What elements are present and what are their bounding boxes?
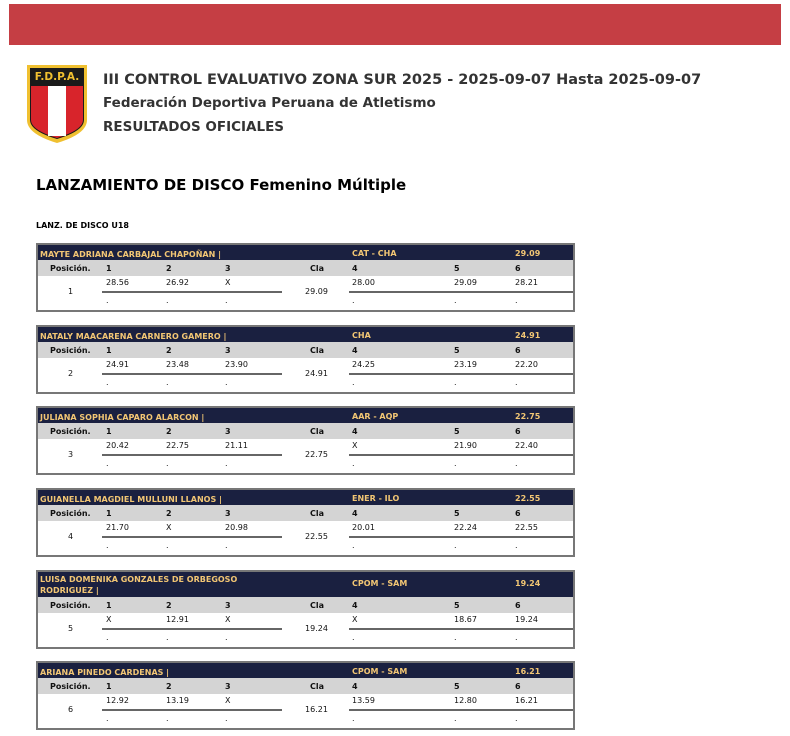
position-value: 1 xyxy=(68,287,74,296)
athlete-best-mark: 19.24 xyxy=(515,579,541,588)
col-attempt-1: 1 xyxy=(106,346,112,355)
attempt-3-value: X xyxy=(225,696,231,705)
athlete-block xyxy=(36,325,575,394)
col-attempt-4: 4 xyxy=(352,427,358,436)
column-header-row xyxy=(38,505,573,521)
placeholder-mark: . xyxy=(225,378,228,387)
attempt-1-value: 28.56 xyxy=(106,278,129,287)
placeholder-mark: . xyxy=(106,459,109,468)
attempt-2-value: 13.19 xyxy=(166,696,189,705)
separator-line xyxy=(349,454,573,456)
marks-row xyxy=(38,613,573,647)
col-attempt-1: 1 xyxy=(106,682,112,691)
col-attempt-2: 2 xyxy=(166,346,172,355)
athlete-club: ENER - ILO xyxy=(352,494,400,503)
placeholder-mark: . xyxy=(106,714,109,723)
placeholder-mark: . xyxy=(166,633,169,642)
col-attempt-2: 2 xyxy=(166,682,172,691)
placeholder-mark: . xyxy=(352,378,355,387)
col-attempt-3: 3 xyxy=(225,509,231,518)
column-header-row xyxy=(38,260,573,276)
placeholder-mark: . xyxy=(515,296,518,305)
col-attempt-3: 3 xyxy=(225,346,231,355)
marks-row xyxy=(38,276,573,310)
col-cla: Cla xyxy=(310,427,325,436)
placeholder-mark: . xyxy=(225,633,228,642)
col-attempt-1: 1 xyxy=(106,427,112,436)
col-attempt-4: 4 xyxy=(352,509,358,518)
placeholder-mark: . xyxy=(352,541,355,550)
athlete-block xyxy=(36,661,575,730)
col-attempt-6: 6 xyxy=(515,509,521,518)
attempt-1-value: 20.42 xyxy=(106,441,129,450)
athlete-name: JULIANA SOPHIA CAPARO ALARCON | xyxy=(40,413,205,422)
placeholder-mark: . xyxy=(454,296,457,305)
athlete-name: ARIANA PINEDO CARDENAS | xyxy=(40,668,170,677)
athlete-header xyxy=(38,245,573,260)
col-attempt-3: 3 xyxy=(225,427,231,436)
athlete-best-mark: 16.21 xyxy=(515,667,541,676)
attempt-3-value: X xyxy=(225,615,231,624)
attempt-1-value: X xyxy=(106,615,112,624)
attempt-1-value: 12.92 xyxy=(106,696,129,705)
placeholder-mark: . xyxy=(454,714,457,723)
col-attempt-5: 5 xyxy=(454,509,460,518)
athlete-best-mark: 22.55 xyxy=(515,494,541,503)
attempt-3-value: 23.90 xyxy=(225,360,248,369)
col-position: Posición. xyxy=(50,264,91,273)
attempt-2-value: X xyxy=(166,523,172,532)
attempt-2-value: 12.91 xyxy=(166,615,189,624)
col-attempt-3: 3 xyxy=(225,264,231,273)
col-position: Posición. xyxy=(50,427,91,436)
col-attempt-1: 1 xyxy=(106,264,112,273)
attempt-6-value: 22.40 xyxy=(515,441,538,450)
athlete-name: LUISA DOMENIKA GONZALES DE ORBEGOSO RODRIGUEZ | xyxy=(40,575,238,595)
placeholder-mark: . xyxy=(166,459,169,468)
athlete-club: CPOM - SAM xyxy=(352,667,408,676)
cla-value: 24.91 xyxy=(305,369,328,378)
placeholder-mark: . xyxy=(515,541,518,550)
separator-line xyxy=(349,628,573,630)
attempt-5-value: 18.67 xyxy=(454,615,477,624)
col-attempt-2: 2 xyxy=(166,601,172,610)
athlete-best-mark: 22.75 xyxy=(515,412,541,421)
event-title: LANZAMIENTO DE DISCO Femenino Múltiple xyxy=(36,176,407,194)
col-position: Posición. xyxy=(50,601,91,610)
col-attempt-1: 1 xyxy=(106,509,112,518)
col-cla: Cla xyxy=(310,509,325,518)
separator-line xyxy=(349,291,573,293)
placeholder-mark: . xyxy=(225,459,228,468)
placeholder-mark: . xyxy=(515,459,518,468)
separator-line xyxy=(102,373,282,375)
athlete-best-mark: 29.09 xyxy=(515,249,541,258)
athlete-club: AAR - AQP xyxy=(352,412,399,421)
attempt-2-value: 23.48 xyxy=(166,360,189,369)
col-attempt-3: 3 xyxy=(225,682,231,691)
placeholder-mark: . xyxy=(515,633,518,642)
placeholder-mark: . xyxy=(352,459,355,468)
cla-value: 29.09 xyxy=(305,287,328,296)
placeholder-mark: . xyxy=(166,541,169,550)
attempt-1-value: 21.70 xyxy=(106,523,129,532)
placeholder-mark: . xyxy=(352,296,355,305)
placeholder-mark: . xyxy=(225,296,228,305)
col-attempt-4: 4 xyxy=(352,346,358,355)
separator-line xyxy=(349,709,573,711)
placeholder-mark: . xyxy=(352,714,355,723)
attempt-6-value: 19.24 xyxy=(515,615,538,624)
attempt-6-value: 22.55 xyxy=(515,523,538,532)
placeholder-mark: . xyxy=(515,378,518,387)
column-header-row xyxy=(38,597,573,613)
placeholder-mark: . xyxy=(106,296,109,305)
attempt-4-value: 20.01 xyxy=(352,523,375,532)
col-attempt-6: 6 xyxy=(515,346,521,355)
separator-line xyxy=(102,628,282,630)
col-attempt-4: 4 xyxy=(352,682,358,691)
athlete-header xyxy=(38,408,573,423)
col-position: Posición. xyxy=(50,509,91,518)
athlete-club: CHA xyxy=(352,331,371,340)
attempt-4-value: X xyxy=(352,441,358,450)
attempt-6-value: 16.21 xyxy=(515,696,538,705)
cla-value: 19.24 xyxy=(305,624,328,633)
col-cla: Cla xyxy=(310,682,325,691)
placeholder-mark: . xyxy=(106,541,109,550)
cla-value: 22.75 xyxy=(305,450,328,459)
top-banner xyxy=(9,4,781,45)
attempt-5-value: 23.19 xyxy=(454,360,477,369)
col-attempt-5: 5 xyxy=(454,346,460,355)
separator-line xyxy=(102,454,282,456)
separator-line xyxy=(102,291,282,293)
placeholder-mark: . xyxy=(225,541,228,550)
separator-line xyxy=(349,536,573,538)
col-attempt-4: 4 xyxy=(352,264,358,273)
placeholder-mark: . xyxy=(106,633,109,642)
col-attempt-6: 6 xyxy=(515,682,521,691)
placeholder-mark: . xyxy=(454,459,457,468)
athlete-name: MAYTE ADRIANA CARBAJAL CHAPOÑAN | xyxy=(40,250,221,259)
marks-row xyxy=(38,439,573,473)
col-position: Posición. xyxy=(50,346,91,355)
placeholder-mark: . xyxy=(454,378,457,387)
placeholder-mark: . xyxy=(352,633,355,642)
attempt-5-value: 29.09 xyxy=(454,278,477,287)
placeholder-mark: . xyxy=(166,714,169,723)
placeholder-mark: . xyxy=(515,714,518,723)
athlete-header xyxy=(38,490,573,505)
athlete-header xyxy=(38,327,573,342)
col-position: Posición. xyxy=(50,682,91,691)
placeholder-mark: . xyxy=(454,633,457,642)
federation-name: Federación Deportiva Peruana de Atletismo xyxy=(103,95,436,111)
placeholder-mark: . xyxy=(166,378,169,387)
placeholder-mark: . xyxy=(166,296,169,305)
col-attempt-6: 6 xyxy=(515,601,521,610)
athlete-block xyxy=(36,488,575,557)
attempt-6-value: 28.21 xyxy=(515,278,538,287)
attempt-3-value: X xyxy=(225,278,231,287)
col-attempt-5: 5 xyxy=(454,427,460,436)
placeholder-mark: . xyxy=(225,714,228,723)
col-cla: Cla xyxy=(310,601,325,610)
attempt-4-value: 13.59 xyxy=(352,696,375,705)
col-attempt-1: 1 xyxy=(106,601,112,610)
position-value: 2 xyxy=(68,369,74,378)
col-attempt-4: 4 xyxy=(352,601,358,610)
col-attempt-5: 5 xyxy=(454,264,460,273)
position-value: 5 xyxy=(68,624,74,633)
attempt-2-value: 26.92 xyxy=(166,278,189,287)
attempt-4-value: 28.00 xyxy=(352,278,375,287)
event-category: LANZ. DE DISCO U18 xyxy=(36,221,129,230)
col-attempt-2: 2 xyxy=(166,509,172,518)
column-header-row xyxy=(38,678,573,694)
athlete-header xyxy=(38,572,573,597)
competition-title: III CONTROL EVALUATIVO ZONA SUR 2025 - 2025-09-07 Hasta 2025-09-07 xyxy=(103,72,702,88)
col-attempt-5: 5 xyxy=(454,601,460,610)
fdpa-logo xyxy=(26,64,88,144)
position-value: 4 xyxy=(68,532,74,541)
col-attempt-2: 2 xyxy=(166,264,172,273)
separator-line xyxy=(349,373,573,375)
athlete-block xyxy=(36,243,575,312)
attempt-1-value: 24.91 xyxy=(106,360,129,369)
marks-row xyxy=(38,521,573,555)
attempt-5-value: 21.90 xyxy=(454,441,477,450)
results-label: RESULTADOS OFICIALES xyxy=(103,119,285,135)
column-header-row xyxy=(38,342,573,358)
attempt-4-value: X xyxy=(352,615,358,624)
attempt-2-value: 22.75 xyxy=(166,441,189,450)
col-attempt-5: 5 xyxy=(454,682,460,691)
position-value: 6 xyxy=(68,705,74,714)
svg-text:F.D.P.A.: F.D.P.A. xyxy=(34,71,80,83)
cla-value: 22.55 xyxy=(305,532,328,541)
col-attempt-3: 3 xyxy=(225,601,231,610)
athlete-name: NATALY MAACARENA CARNERO GAMERO | xyxy=(40,332,227,341)
col-attempt-6: 6 xyxy=(515,427,521,436)
col-cla: Cla xyxy=(310,346,325,355)
placeholder-mark: . xyxy=(454,541,457,550)
attempt-4-value: 24.25 xyxy=(352,360,375,369)
athlete-block xyxy=(36,406,575,475)
attempt-3-value: 21.11 xyxy=(225,441,248,450)
athlete-header xyxy=(38,663,573,678)
athlete-name: GUIANELLA MAGDIEL MULLUNI LLANOS | xyxy=(40,495,222,504)
athlete-club: CPOM - SAM xyxy=(352,579,408,588)
athlete-club: CAT - CHA xyxy=(352,249,397,258)
column-header-row xyxy=(38,423,573,439)
separator-line xyxy=(102,536,282,538)
placeholder-mark: . xyxy=(106,378,109,387)
athlete-block xyxy=(36,570,575,649)
position-value: 3 xyxy=(68,450,74,459)
col-attempt-2: 2 xyxy=(166,427,172,436)
marks-row xyxy=(38,358,573,392)
col-cla: Cla xyxy=(310,264,325,273)
marks-row xyxy=(38,694,573,728)
attempt-5-value: 12.80 xyxy=(454,696,477,705)
attempt-3-value: 20.98 xyxy=(225,523,248,532)
attempt-6-value: 22.20 xyxy=(515,360,538,369)
attempt-5-value: 22.24 xyxy=(454,523,477,532)
athlete-best-mark: 24.91 xyxy=(515,331,541,340)
cla-value: 16.21 xyxy=(305,705,328,714)
col-attempt-6: 6 xyxy=(515,264,521,273)
separator-line xyxy=(102,709,282,711)
